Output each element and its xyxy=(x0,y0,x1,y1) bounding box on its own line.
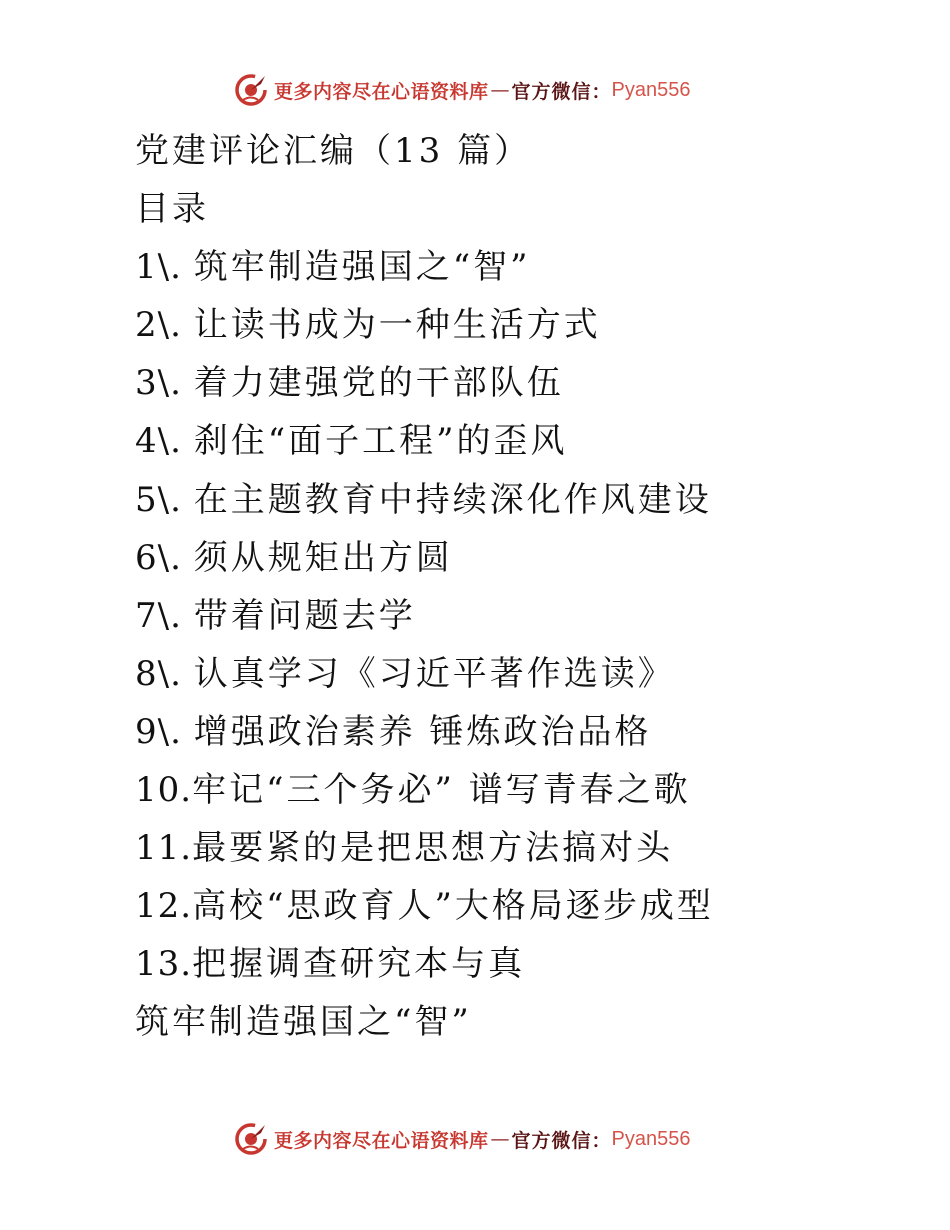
toc-list xyxy=(135,238,915,993)
toc-item-text: 刹住“面子工程”的歪风 xyxy=(193,421,568,462)
toc-item xyxy=(135,935,915,993)
toc-item-text: 带着问题去学 xyxy=(193,595,416,636)
toc-item-number: 12. xyxy=(135,886,193,927)
toc-item xyxy=(135,238,915,296)
toc-item xyxy=(135,877,915,935)
promo-text: 更多内容尽在心语资料库 xyxy=(274,1129,489,1152)
toc-item xyxy=(135,354,915,412)
toc-item-text: 最要紧的是把思想方法搞对头 xyxy=(192,828,674,869)
toc-item-text: 着力建强党的干部队伍 xyxy=(193,363,564,404)
official-label: 官方微信： xyxy=(511,1129,612,1152)
toc-item xyxy=(135,761,915,819)
wechat-id: Pyan556 xyxy=(611,78,691,101)
toc-item-number: 6\. xyxy=(135,537,194,578)
toc-heading: 目录 xyxy=(135,189,209,230)
toc-item-number: 11. xyxy=(135,828,193,869)
toc-item xyxy=(135,471,915,529)
toc-item xyxy=(135,529,915,587)
toc-item-text: 高校“思政育人”大格局逐步成型 xyxy=(192,886,714,927)
toc-item-number: 4\. xyxy=(135,421,194,462)
official-label: 官方微信： xyxy=(511,80,612,103)
document-title: 党建评论汇编（13 篇） xyxy=(135,131,532,171)
toc-item-text: 让读书成为一种生活方式 xyxy=(193,305,601,346)
toc-item xyxy=(135,412,915,470)
quill-seal-icon xyxy=(234,1122,268,1156)
toc-item-number: 3\. xyxy=(135,363,194,404)
toc-item-number: 5\. xyxy=(135,479,194,520)
toc-item-text: 在主题教育中持续深化作风建设 xyxy=(193,479,712,520)
wechat-id: Pyan556 xyxy=(611,1127,691,1150)
toc-item xyxy=(135,296,915,354)
toc-item-number: 8\. xyxy=(135,653,194,694)
toc-item-number: 13. xyxy=(135,944,193,985)
toc-item xyxy=(135,645,915,703)
header-banner xyxy=(234,72,691,108)
toc-item-text: 须从规矩出方圆 xyxy=(193,537,453,578)
toc-item xyxy=(135,703,915,761)
promo-text: 更多内容尽在心语资料库 xyxy=(274,80,489,103)
toc-item-number: 10. xyxy=(135,770,193,811)
toc-item-text: 增强政治素养 锤炼政治品格 xyxy=(193,711,652,752)
toc-item xyxy=(135,819,915,877)
toc-item-text: 把握调查研究本与真 xyxy=(192,944,526,985)
toc-item-number: 7\. xyxy=(135,595,194,636)
footer-banner xyxy=(234,1121,691,1157)
quill-seal-icon xyxy=(234,73,268,107)
toc-item-text: 认真学习《习近平著作选读》 xyxy=(193,653,675,694)
banner-separator: — xyxy=(490,1128,510,1150)
document-body xyxy=(135,122,915,1052)
toc-item-number: 1\. xyxy=(135,247,194,288)
toc-item-number: 2\. xyxy=(135,305,194,346)
toc-item-number: 9\. xyxy=(135,711,194,752)
toc-item xyxy=(135,587,915,645)
section-heading: 筑牢制造强国之“智” xyxy=(135,1002,472,1043)
toc-item-text: 筑牢制造强国之“智” xyxy=(193,247,531,288)
banner-separator: — xyxy=(490,79,510,101)
toc-item-text: 牢记“三个务必” 谱写青春之歌 xyxy=(192,770,691,811)
